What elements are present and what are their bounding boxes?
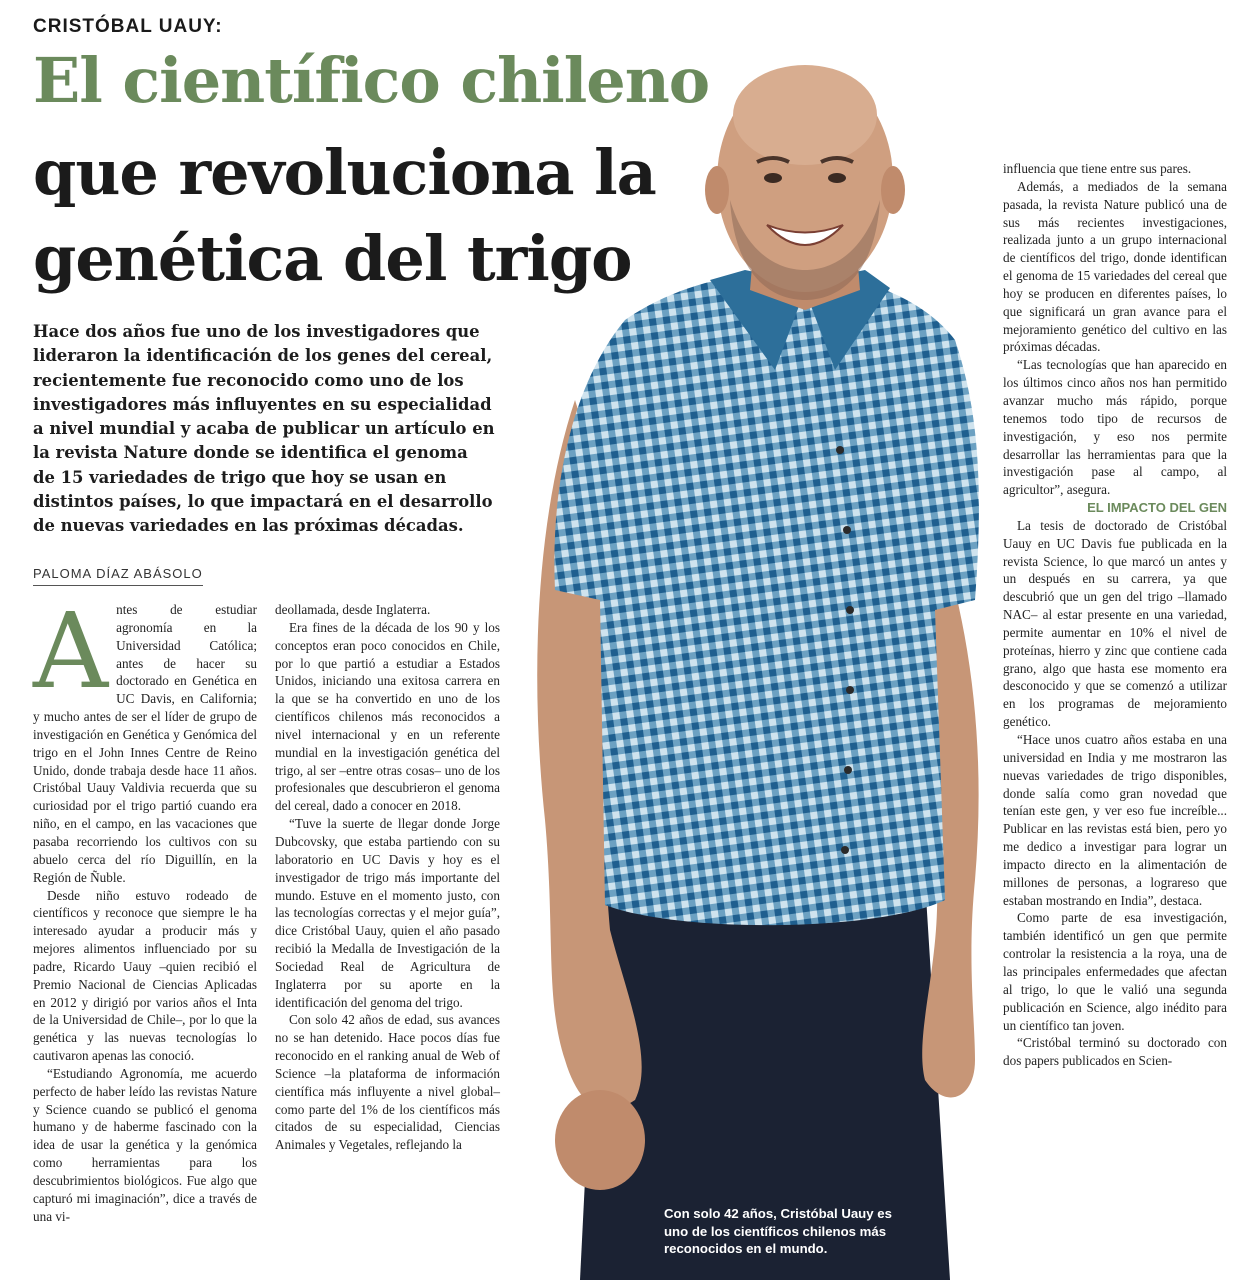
kicker: CRISTÓBAL UAUY: [33,16,223,37]
paragraph: Como parte de esa investigación, también identificó un gen que permite controlar la resistencia a la roya, una de las principales enfermedades que afectan al trigo, lo que le valió una segunda publicación en Science, algo inédito para un científico tan joven. [1003,910,1227,1033]
paragraph: Además, a mediados de la semana pasada, la revista Nature publicó una de sus más recientes investigaciones, realizada junto a un grupo internacional de científicos del trigo, donde identifican el genoma de 15 variedades del cereal que hoy se producen en diferentes países, lo que significará un gran avance para el mejoramiento genético del cultivo en las próximas décadas. [1003,178,1227,355]
article-column-1 [33,590,257,1226]
drop-cap: A [33,590,109,712]
headline-line-1: El científico chileno [33,44,710,117]
article-column-3 [1003,160,1227,1070]
paragraph: deollamada, desde Inglaterra. [275,602,431,617]
paragraph: Desde niño estuvo rodeado de científicos y reconoce que siempre le ha interesado ayudar a producir más y mejores alimentos influenciado por su padre, Ricardo Uauy –quien recibió el Premio Nacional de Ciencias Aplicadas en 2012 y dirigió por varios años el Inta de la Universidad de Chile–, por lo que la genética y las nuevas tecnologías lo cautivaron apenas las conoció. [33,887,257,1064]
paragraph: Era fines de la década de los 90 y los conceptos eran poco conocidos en Chile, por lo que partió a estudiar a Estados Unidos, iniciando una exitosa carrera en la que se ha convertido en uno de los científicos chilenos más reconocidos a nivel internacional y en un referente mundial en la investigación genética del trigo, al ser –entre otras cosas– uno de los profesionales que descubrieron el genoma del cereal, dado a conocer en 2018. [275,619,500,814]
paragraph: La tesis de doctorado de Cristóbal Uauy en UC Davis fue publicada en la revista Science, lo que marcó un antes y un después en su carrera, ya que descubrió que un gen del trigo –llamado NAC– al estar presente en una variedad, permite aumentar en 10% el nivel de proteínas, hierro y zinc que contiene cada grano, algo que hasta ese momento era desconocido y que se comenzó a utilizar en los programas de mejoramiento genético. [1003,517,1227,730]
paragraph: influencia que tiene entre sus pares. [1003,161,1192,176]
headline-line-3: genética del trigo [33,222,632,295]
paragraph: “Hace unos cuatro años estaba en una universidad en India y me mostraron las nuevas variedades de trigo disponibles, donde salía como gran novedad que tenían este gen, y ver eso fue increíble... Publicar en las revistas está bien, pero yo me dedico a investigar para lograr un impacto directo en la alimentación de millones de personas, a lograreso que estaban mostrando en India”, destaca. [1003,732,1227,908]
section-subhead: EL IMPACTO DEL GEN [1087,500,1227,516]
paragraph: “Las tecnologías que han aparecido en los últimos cinco años nos han permitido avanzar mucho más rápido, porque tenemos todo tipo de recursos de investigación, y eso nos permite desarrollar las herramientas para que la investigación pase al campo, al agricultor”, asegura. [1003,357,1227,498]
byline: PALOMA DÍAZ ABÁSOLO [33,566,203,586]
paragraph: “Cristóbal terminó su doctorado con dos papers publicados en Scien- [1003,1035,1227,1069]
headline-line-2: que revoluciona la [33,136,656,209]
paragraph: ntes de estudiar agronomía en la Universidad Católica; antes de hacer su doctorado en Genética en UC Davis, en California; y mucho antes de ser el líder de grupo de investigación en Genética y Genómica del trigo en el John Innes Centre de Reino Unido, donde trabaja desde hace 11 años. Cristóbal Uauy Valdivia recuerda que su curiosidad por el trigo partió cuando era niño, en el campo, en las vacaciones que pasaba recorriendo los cultivos con su abuelo cerca del río Diguillín, en la Región de Ñuble. [33,602,257,885]
paragraph: “Estudiando Agronomía, me acuerdo perfecto de haber leído las revistas Nature y Science cuando se publicó el genoma humano y de haberme fascinado con la idea de usar la genética y la genómica como herramientas para los descubrimientos biológicos. Fue algo que capturó mi imaginación”, dice a través de una vi- [33,1065,257,1224]
photo-caption: Con solo 42 años, Cristóbal Uauy es uno de los científicos chilenos más reconocidos en el mundo. [664,1206,892,1256]
lead-paragraph: Hace dos años fue uno de los investigadores que lideraron la identificación de los genes del cereal, recientemente fue reconocido como uno de los investigadores más influyentes en su especialidad a nivel mundial y acaba de publicar un artículo en la revista Nature donde se identifica el genoma de 15 variedades de trigo que hoy se usan en distintos países, lo que impactará en el desarrollo de nuevas variedades en las próximas décadas. [33,322,495,536]
article-column-2 [275,601,500,1154]
paragraph: “Tuve la suerte de llegar donde Jorge Dubcovsky, que estaba partiendo con su laboratorio en UC Davis y hoy es el investigador de trigo más importante del mundo. Estuve en el momento justo, con las tecnologías correctas y el mejor guía”, dice Cristóbal Uauy, quien el año pasado recibió la Medalla de Investigación de la Sociedad Real de Agricultura de Inglaterra por su aporte en la identificación del genoma del trigo. [275,816,500,1010]
portrait-photo [505,0,1000,1280]
paragraph: Con solo 42 años de edad, sus avances no se han detenido. Hace pocos días fue reconocido en el ranking anual de Web of Science –la plataforma de información científica más influyente a nivel global– como parte del 1% de los científicos más citados de su especialidad, Ciencias Animales y Vegetales, reflejando la [275,1012,500,1153]
